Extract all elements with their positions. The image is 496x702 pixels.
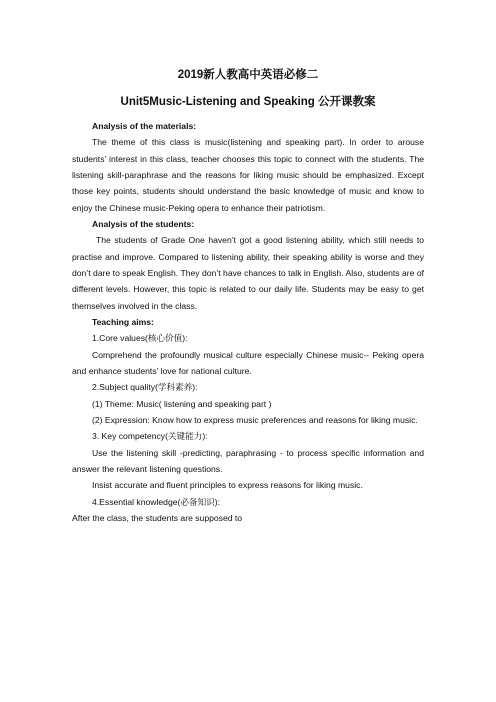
core-values-title: 1.Core values(核心价值):: [92, 333, 188, 344]
students-heading: Analysis of the students:: [92, 218, 195, 229]
expression-paragraph: (2) Expression: Know how to express music preferences and reasons for liking music.: [92, 414, 418, 425]
document-title: 2019新人教高中英语必修二: [177, 69, 319, 81]
essential-knowledge-title: 4.Essential knowledge(必备知识):: [92, 496, 221, 507]
document-subtitle: Unit5Music-Listening and Speaking 公开课教案: [120, 96, 376, 108]
theme-line: (1) Theme: Music( listening and speaking part ): [92, 398, 272, 409]
insist-paragraph: Insist accurate and fluent principles to express reasons for liking music.: [92, 480, 363, 491]
subject-quality-title: 2.Subject quality(学科素养):: [92, 382, 198, 393]
students-paragraph: The students of Grade One haven’t got a good listening ability, which still needs to practise and improve. Compared to listening ability, their speaking ability is worse and they don’t dare to speak English. They don’t have chances to talk in English. Also, students are of different levels. However, this topic is related to our daily life. Students may be easy to get themselves involved in the class.: [72, 235, 424, 311]
key-competency-title: 3. Key competency(关键能力):: [92, 431, 208, 442]
teaching-aims-heading: Teaching aims:: [92, 316, 154, 327]
document-body: [72, 118, 424, 526]
materials-heading: Analysis of the materials:: [92, 121, 197, 131]
core-values-paragraph: Comprehend the profoundly musical culture especially Chinese music-- Peking opera and enhance students’ love for national culture.: [72, 349, 424, 376]
materials-paragraph: The theme of this class is music(listening and speaking part). In order to arouse students’ interest in this class, teacher chooses this topic to connect with the students. The listening skill-paraphrase and the reasons for liking music should be emphasized. Except those key points, students should understand the basic knowledge of music and know to enjoy the Chinese music-Peking opera to enhance their patriotism.: [72, 137, 424, 213]
key-competency-paragraph: Use the listening skill -predicting, paraphrasing - to process specific information and answer the relevant listening questions.: [72, 447, 424, 474]
after-class-line: After the class, the students are supposed to: [72, 512, 243, 523]
